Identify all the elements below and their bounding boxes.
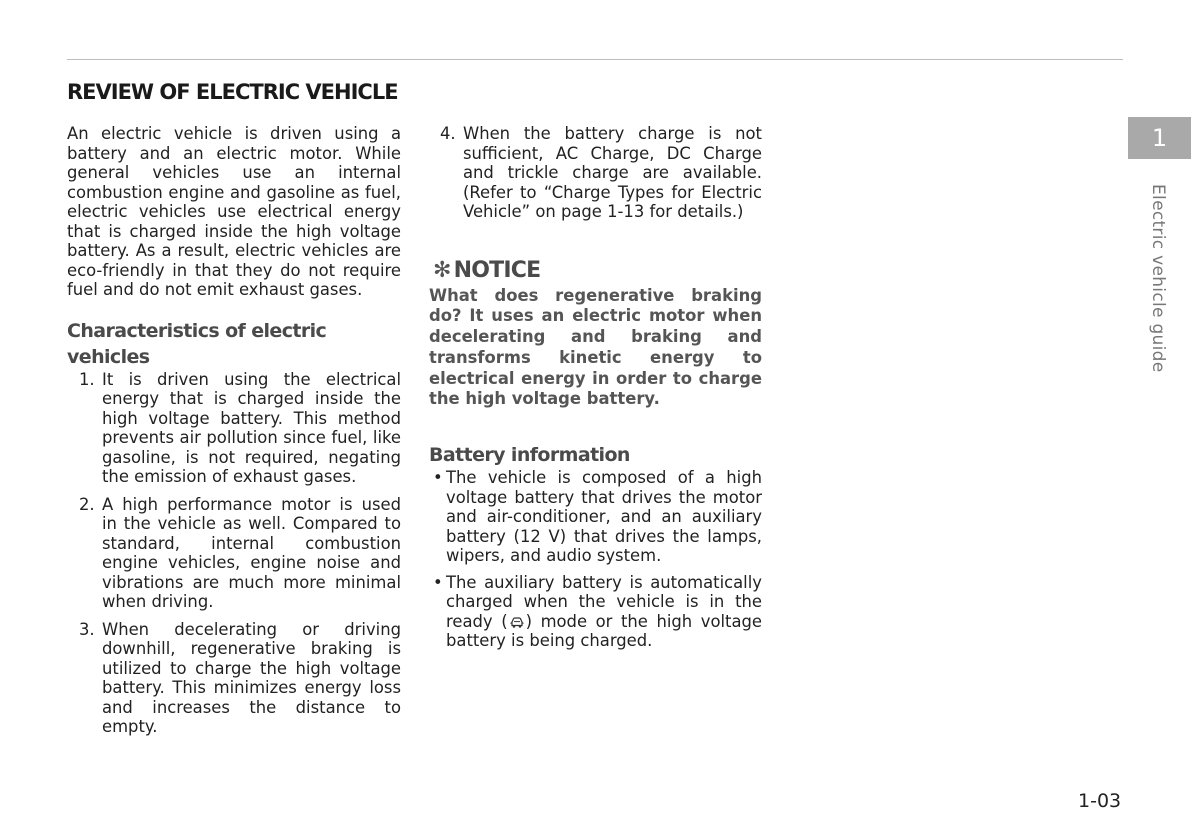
left-column — [67, 124, 401, 745]
list-item-text: When decelerating or driving downhill, regenerative braking is utilized to charge the high voltage battery. This minimizes energy loss and increases the distance to empty. — [102, 619, 401, 736]
characteristics-list — [67, 370, 401, 737]
list-item-text-start: The auxiliary battery is automatically charged when the vehicle is in the ready ( — [446, 572, 762, 631]
notice-title: NOTICE — [453, 257, 541, 283]
list-item-number: 2. — [79, 494, 95, 514]
list-item — [429, 573, 762, 651]
notice-body: What does regenerative braking do? It uses an electric motor when decelerating and braking and transforms kinetic energy to electrical energy in order to charge the high voltage battery. — [429, 285, 762, 409]
battery-list — [429, 468, 762, 651]
notice-heading — [433, 256, 762, 286]
page-number: 1-03 — [1078, 790, 1122, 812]
list-item-number: 1. — [79, 369, 95, 389]
bullet-icon: • — [433, 468, 443, 488]
characteristics-heading: Characteristics of electric vehicles — [67, 319, 327, 368]
list-item-text-end: ) mode or the high voltage battery is being charged. — [446, 611, 762, 651]
page-title: REVIEW OF ELECTRIC VEHICLE — [67, 80, 398, 104]
intro-paragraph: An electric vehicle is driven using a battery and an electric motor. While general vehicles use an internal combustion engine and gasoline as fuel, electric vehicles use electrical energy that is charged inside the high voltage battery. As a result, electric vehicles are eco-friendly in that they do not require fuel and do not emit exhaust gases. — [67, 124, 401, 299]
middle-column — [429, 124, 762, 658]
list-item — [67, 370, 401, 487]
list-item — [67, 495, 401, 612]
list-item-text: A high performance motor is used in the vehicle as well. Compared to standard, internal combustion engine vehicles, engine noise and vibrations are much more minimal when driving. — [102, 494, 401, 611]
list-item-number: 3. — [79, 619, 95, 639]
list-item-number: 4. — [440, 124, 456, 143]
list-item-text: It is driven using the electrical energy that is charged inside the high voltage battery. This method prevents air pollution since fuel, like gasoline, is not required, negating the emission of exhaust gases. — [102, 369, 401, 486]
chapter-label: Electric vehicle guide — [1148, 184, 1168, 373]
chapter-tab: 1 — [1128, 117, 1191, 159]
header-rule — [67, 59, 1123, 60]
list-item — [67, 620, 401, 737]
ready-car-icon — [509, 615, 525, 629]
list-item — [429, 124, 762, 222]
characteristics-list-continued — [429, 124, 762, 222]
list-item — [429, 468, 762, 566]
bullet-icon: • — [433, 572, 443, 592]
asterisk-icon: ✻ — [433, 257, 451, 283]
list-item-text: The vehicle is composed of a high voltage battery that drives the motor and air-conditioner, and an auxiliary battery (12 V) that drives the lamps, wipers, and audio system. — [446, 468, 762, 566]
list-item-text: When the battery charge is not sufficient, AC Charge, DC Charge and trickle charge are available. (Refer to “Charge Types for Electric Vehicle” on page 1-13 for details.) — [463, 124, 762, 221]
battery-heading: Battery information — [429, 444, 630, 467]
